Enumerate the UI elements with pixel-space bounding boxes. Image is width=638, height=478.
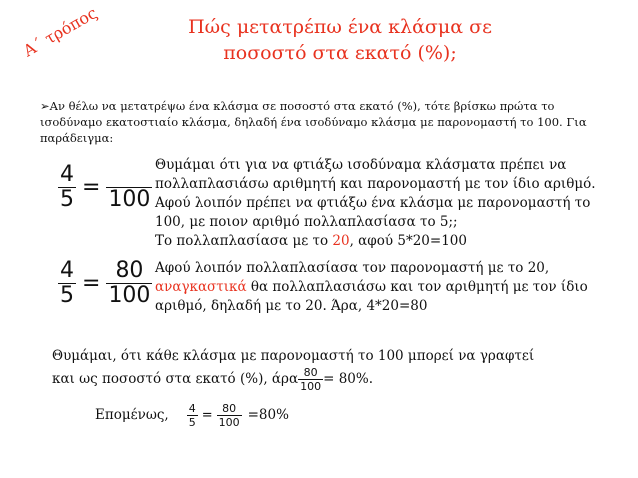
fraction-4-5: $\frac{4}{5}$ [60, 258, 74, 308]
fraction-4-5: $\frac{4}{5}$ [60, 162, 74, 212]
equation-1: $\frac{4}{5}$ = 100 [60, 162, 151, 212]
title-line-1: Πώς μετατρέπω ένα κλάσμα σε [188, 16, 492, 38]
conclusion-label: Επομένως, [95, 407, 169, 423]
bullet-arrow-icon: ➢ [40, 99, 50, 113]
fraction-80-100-inline: $\frac{80}{100}$ [300, 366, 322, 393]
page-title [150, 14, 530, 66]
intro-text: Αν θέλω να μετατρέψω ένα κλάσμα σε ποσοστό στα εκατό (%), τότε βρίσκω πρώτα το ισοδύναμο εκατοστιαίο κλάσμα, δηλαδή ένα ισοδύναμο κλάσμα με παρονομαστή το 100. Για παράδειγμα: [40, 99, 587, 145]
explanation-3: Θυμάμαι, ότι κάθε κλάσμα με παρονομαστή το 100 μπορεί να γραφτεί και ως ποσοστό στα εκατό (%), άρα $\frac{80}{100}$ = 80%. [52, 348, 535, 393]
conclusion-result: =80% [247, 407, 289, 423]
fraction-blank-100: 100 [108, 187, 151, 212]
fraction-80-100: $\frac{80}{100}$ [108, 258, 151, 308]
conclusion-equation: $\frac{4}{5}$ = $\frac{80}{100}$ [188, 402, 240, 429]
highlight-necessarily: αναγκαστικά [155, 279, 247, 295]
corner-label: Α΄ τρόπος [20, 3, 101, 61]
conclusion [95, 402, 289, 429]
equation-2: $\frac{4}{5}$ = $\frac{80}{100}$ [60, 258, 151, 308]
intro-paragraph [40, 98, 615, 146]
highlight-20: 20 [332, 233, 350, 249]
explanation-2: Αφού λοιπόν πολλαπλασίασα τον παρονομαστή με το 20, αναγκαστικά θα πολλαπλασιάσω και τον αριθμητή με τον ίδιο αριθμό, δηλαδή με το 20. Άρα, 4*20=80 [155, 260, 588, 314]
title-line-2: ποσοστό στα εκατό (%); [223, 42, 457, 64]
explanation-1: Θυμάμαι ότι για να φτιάξω ισοδύναμα κλάσματα πρέπει να πολλαπλασιάσω αριθμητή και παρονομαστή με τον ίδιο αριθμό. Αφού λοιπόν πρέπει να φτιάξω ένα κλάσμα με παρονομαστή το 100, με ποιον αριθμό πολλαπλασίασα το 5;; Το πολλαπλασίασα με το 20, αφού 5*20=100 [155, 157, 596, 249]
